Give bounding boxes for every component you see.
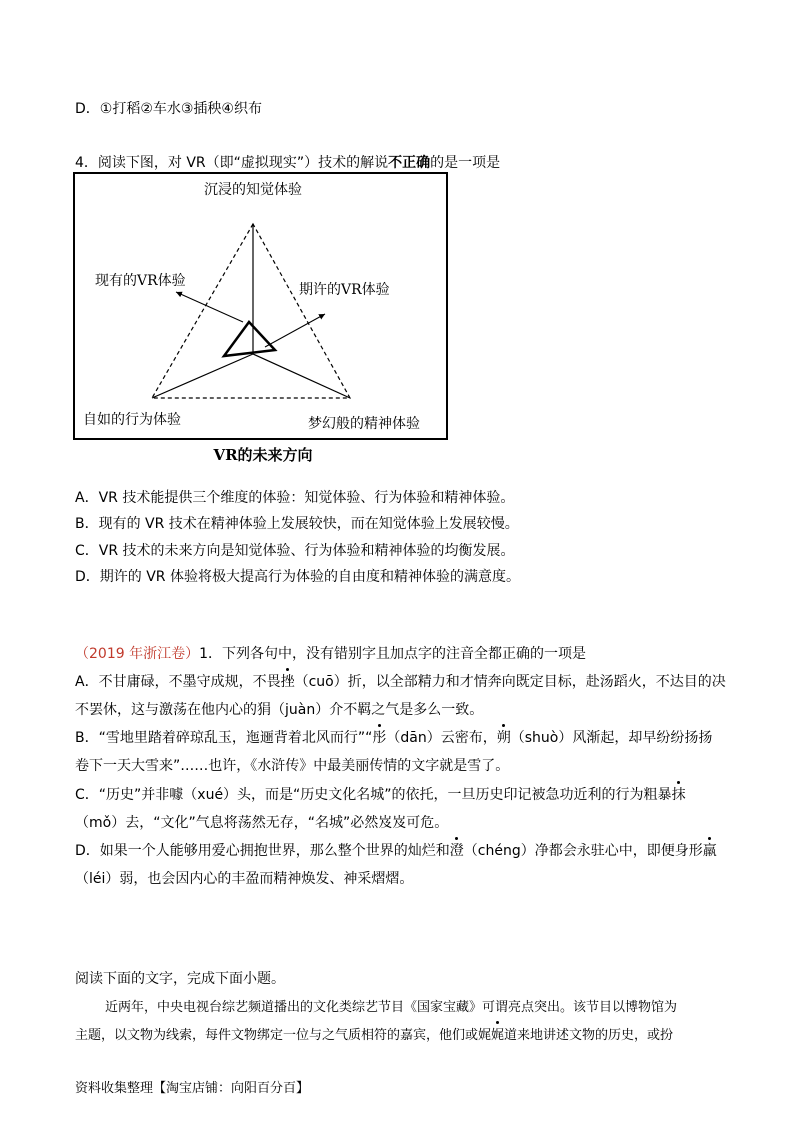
dotted-char: 澄 bbox=[450, 840, 464, 860]
dotted-char: 羸 bbox=[703, 840, 717, 860]
dotted-char: 朔 bbox=[497, 727, 511, 747]
diagram-caption: VR的未来方向 bbox=[213, 446, 313, 464]
label-expected: 期许的VR体验 bbox=[299, 282, 390, 298]
q2019-stem bbox=[75, 643, 586, 663]
footer: 资料收集整理【淘宝店铺：向阳百分百】 bbox=[75, 1081, 310, 1096]
q4-option-a: A．VR 技术能提供三个维度的体验：知觉体验、行为体验和精神体验。 bbox=[75, 490, 515, 506]
dotted-chars: 娓娓道 bbox=[478, 1024, 517, 1043]
stem-text: 4．阅读下图，对 VR（即“虚拟现实”）技术的解说 bbox=[75, 155, 389, 171]
stem-emphasis: 不正确 bbox=[388, 155, 431, 171]
q2019-option-b-line2: 卷下一天大雪来”……也许，《水浒传》中最美丽传情的文字就是雪了。 bbox=[75, 758, 510, 774]
q2019-option-d-line1 bbox=[75, 840, 717, 860]
dotted-char: 彤 bbox=[372, 727, 386, 747]
q2019-option-a-line2: 不罢休，这与激荡在他内心的狷（juàn）介不羁之气是多么一致。 bbox=[75, 702, 484, 718]
q4-option-b: B．现有的 VR 技术在精神体验上发展较快，而在知觉体验上发展较慢。 bbox=[75, 516, 519, 532]
source-tag: （2019 年浙江卷） bbox=[75, 646, 200, 662]
q2019-option-b-line1 bbox=[75, 727, 712, 747]
label-top: 沉浸的知觉体验 bbox=[204, 182, 302, 198]
option-d-q3: D．①打稻②车水③插秧④织布 bbox=[75, 101, 262, 117]
question-4-stem bbox=[75, 152, 500, 172]
text: （chéng）净都会永驻心中，即便身形 bbox=[463, 843, 703, 859]
dotted-char: 抹 bbox=[672, 784, 686, 804]
diagram-frame bbox=[74, 173, 447, 439]
q2019-option-d-line2: （léi）弱，也会因内心的丰盈而精神焕发、神采熠熠。 bbox=[75, 871, 414, 887]
text: A．不甘庸碌，不墨守成规，不畏 bbox=[75, 674, 281, 690]
label-bottom-right: 梦幻般的精神体验 bbox=[308, 416, 420, 432]
text: （dān）云密布， bbox=[386, 730, 497, 746]
q2019-option-c-line2: （mǒ）去，“文化”气息将荡然无存，“名城”必然岌岌可危。 bbox=[75, 815, 449, 831]
reading-paragraph-line2 bbox=[75, 1024, 673, 1043]
text: B．“雪地里踏着碎琼乱玉，迤逦背着北风而行”“ bbox=[75, 730, 373, 746]
text: 主题，以文物为线索，每件文物绑定一位与之气质相符的嘉宾，他们或 bbox=[75, 1028, 479, 1043]
reading-intro: 阅读下面的文字，完成下面小题。 bbox=[75, 971, 285, 987]
stem-text-end: 的是一项是 bbox=[430, 155, 501, 171]
label-bottom-left: 自如的行为体验 bbox=[83, 412, 181, 428]
vr-diagram bbox=[73, 172, 453, 472]
q4-option-d: D．期许的 VR 体验将极大提高行为体验的自由度和精神体验的满意度。 bbox=[75, 569, 520, 585]
text: 来地讲述文物的历史，或扮 bbox=[517, 1028, 674, 1043]
text: C．“历史”并非噱（xué）头，而是“历史文化名城”的依托，一旦历史印记被急功近利的行为粗暴 bbox=[75, 787, 672, 803]
text: （cuō）折，以全部精力和才情奔向既定目标，赴汤蹈火，不达目的决 bbox=[294, 674, 726, 690]
text: D．如果一个人能够用爱心拥抱世界，那么整个世界的灿烂和 bbox=[75, 843, 450, 859]
dotted-char: 挫 bbox=[281, 671, 295, 691]
stem-text: 1．下列各句中，没有错别字且加点字的注音全都正确的一项是 bbox=[199, 646, 586, 662]
q2019-option-a-line1 bbox=[75, 671, 726, 691]
q2019-option-c-line1 bbox=[75, 784, 686, 804]
reading-paragraph-line1: 近两年，中央电视台综艺频道播出的文化类综艺节目《国家宝藏》可谓亮点突出。该节目以博物馆为 bbox=[105, 1000, 678, 1015]
label-current: 现有的VR体验 bbox=[95, 273, 186, 289]
text: （shuò）风渐起，却早纷纷扬扬 bbox=[510, 730, 713, 746]
q4-option-c: C．VR 技术的未来方向是知觉体验、行为体验和精神体验的均衡发展。 bbox=[75, 543, 515, 559]
